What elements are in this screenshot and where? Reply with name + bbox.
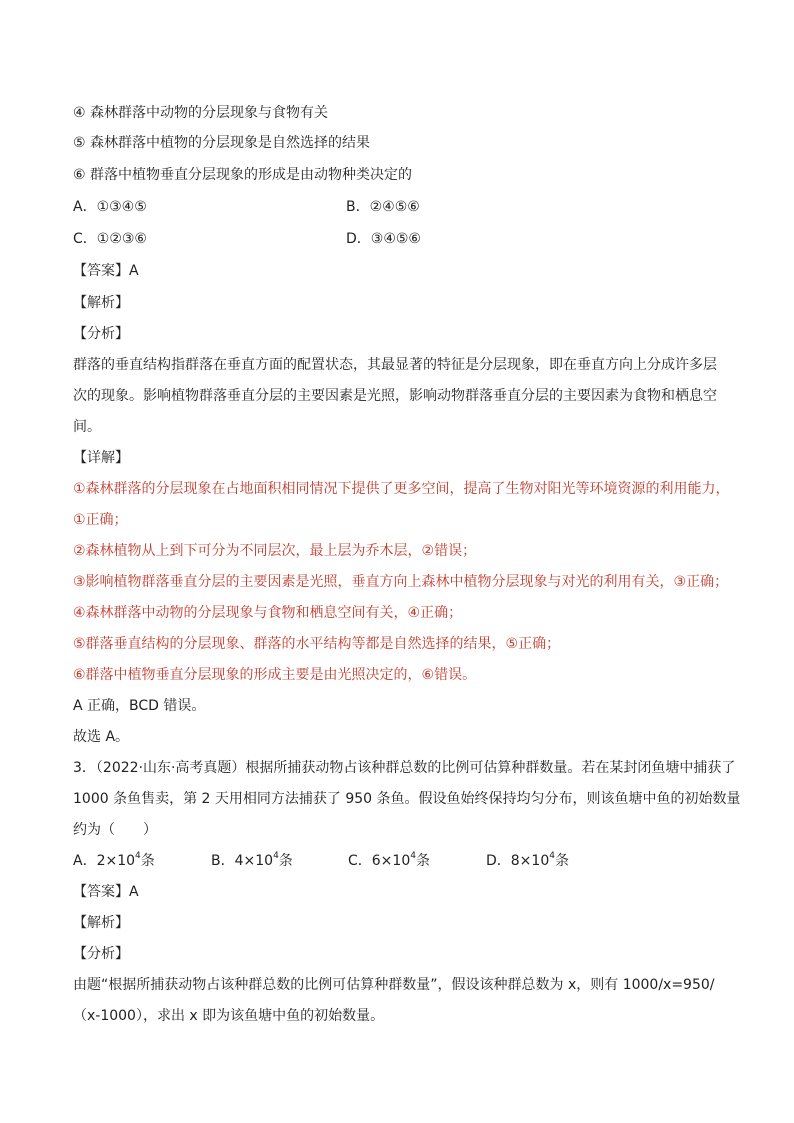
q3-fenxi-label: 【分析】 — [73, 946, 129, 962]
detail-text-6: ⑤群落垂直结构的分层现象、群落的水平结构等都是自然选择的结果，⑤正确； — [73, 636, 561, 652]
detail-text-5: ④森林群落中动物的分层现象与食物和栖息空间有关，④正确； — [73, 605, 463, 621]
fenxi-label: 【分析】 — [73, 326, 129, 342]
detail-text-7: ⑥群落中植物垂直分层现象的形成主要是由光照决定的，⑥错误。 — [73, 667, 477, 683]
q3-stem-2: 1000 条鱼售卖，第 2 天用相同方法捕获了 950 条鱼。假设鱼始终保持均匀分布，则该鱼塘中鱼的初始数量 — [73, 791, 741, 807]
q3-analysis-label: 【解析】 — [73, 915, 129, 931]
q3-answer-label: 【答案】A — [73, 884, 139, 900]
analysis-label: 【解析】 — [73, 295, 129, 311]
fenxi-text-2: 次的现象。影响植物群落垂直分层的主要因素是光照，影响动物群落垂直分层的主要因素为食物和栖息空 — [73, 388, 717, 404]
q3-stem-3: 约为（ ） — [73, 822, 157, 838]
fenxi-text-1: 群落的垂直结构指群落在垂直方面的配置状态，其最显著的特征是分层现象，即在垂直方向上分成许多层 — [73, 357, 717, 373]
answer-label: 【答案】A — [73, 263, 139, 279]
option-d: D．③④⑤⑥ — [346, 231, 421, 247]
detail-text-3: ②森林植物从上到下可分为不同层次，最上层为乔木层，②错误； — [73, 543, 477, 559]
option-a: A．①③④⑤ — [73, 199, 147, 215]
detail-text-2: ①正确； — [73, 512, 128, 528]
detail-text-1: ①森林群落的分层现象在占地面积相同情况下提供了更多空间，提高了生物对阳光等环境资源的利用能力， — [73, 481, 730, 497]
option-b: B．②④⑤⑥ — [346, 199, 420, 215]
conclusion: A 正确，BCD 错误。 — [73, 698, 206, 714]
q3-fenxi-text-1: 由题“根据所捕获动物占该种群总数的比例可估算种群数量”，假设该种群总数为 x，则有 1000/x=950/ — [73, 977, 715, 993]
q3-option-d: D．$8\times 10^4$条 — [486, 851, 569, 869]
detail-text-4: ③影响植物群落垂直分层的主要因素是光照，垂直方向上森林中植物分层现象与对光的利用有关，③正确； — [73, 574, 729, 590]
q3-option-c: C．$6\times 10^4$条 — [348, 851, 430, 869]
statement-4: ④ 森林群落中动物的分层现象与食物有关 — [73, 105, 328, 121]
q3-fenxi-text-2: （x-1000），求出 x 即为该鱼塘中鱼的初始数量。 — [73, 1008, 385, 1024]
option-c: C．①②③⑥ — [73, 231, 147, 247]
q3-option-b: B．$4\times 10^4$条 — [211, 851, 293, 869]
q3-stem-1: 3．（2022·山东·高考真题）根据所捕获动物占该种群总数的比例可估算种群数量。若在某封闭鱼塘中捕获了 — [73, 760, 736, 776]
detail-label: 【详解】 — [73, 450, 129, 466]
fenxi-text-3: 间。 — [73, 419, 101, 435]
statement-5: ⑤ 森林群落中植物的分层现象是自然选择的结果 — [73, 135, 370, 151]
choose-a: 故选 A。 — [73, 729, 130, 745]
q3-option-a: A．$2\times 10^4$条 — [73, 851, 155, 869]
statement-6: ⑥ 群落中植物垂直分层现象的形成是由动物种类决定的 — [73, 167, 412, 183]
